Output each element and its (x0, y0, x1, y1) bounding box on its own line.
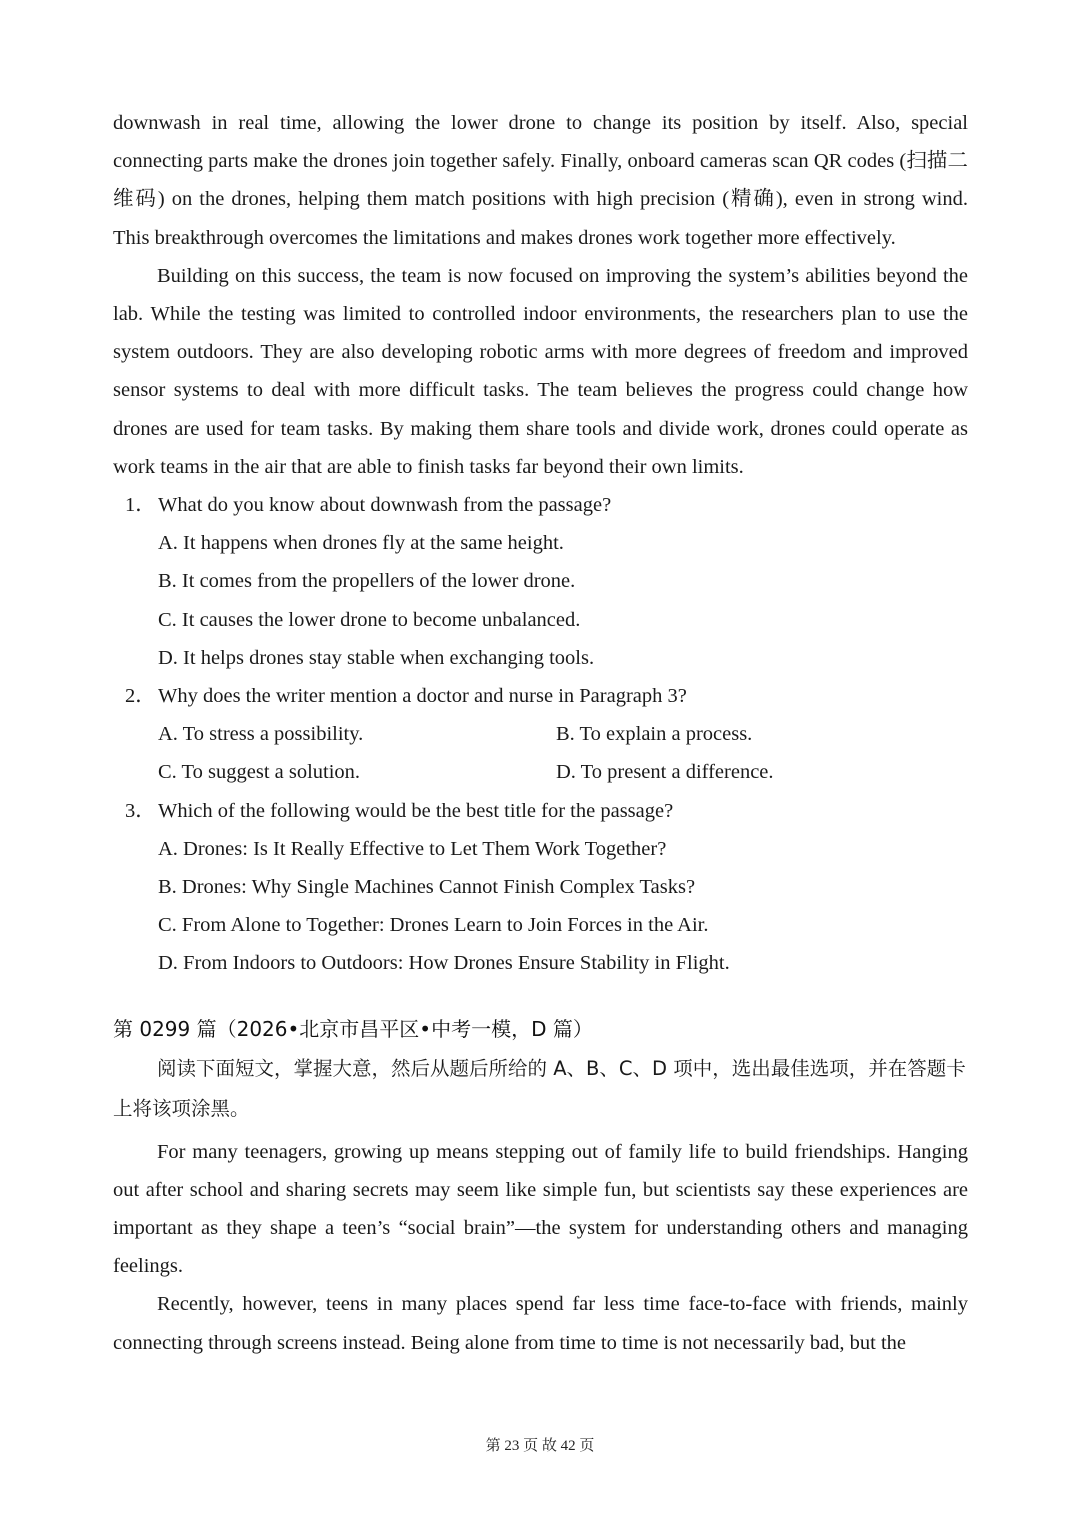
page-footer: 第 23 页 故 42 页 (485, 1438, 595, 1454)
option-b: B. It comes from the propellers of the lower drone. (158, 570, 576, 593)
option-a: A. Drones: Is It Really Effective to Let Them Work Together? (158, 837, 667, 860)
section-paragraph-1: For many teenagers, growing up means stepping out of family life to build friendships. Hanging out after school and sharing secrets may seem like simple fun, but scientists say these experiences are important as they shape a teen’s “social brain”—the system for understanding others and managing feelings. (113, 1140, 968, 1278)
option-c: C. It causes the lower drone to become unbalanced. (158, 608, 581, 631)
option-row (113, 715, 968, 753)
question-number: 2． (125, 685, 156, 708)
option-d: D. To present a difference. (556, 761, 774, 784)
question-number: 3． (125, 799, 156, 822)
option-a: A. To stress a possibility. (158, 723, 364, 746)
question-1 (113, 486, 968, 677)
option-row (113, 753, 968, 791)
question-stem (113, 792, 968, 830)
option-c: C. To suggest a solution. (158, 761, 361, 784)
option-d: D. From Indoors to Outdoors: How Drones Ensure Stability in Flight. (158, 952, 730, 975)
question-2 (113, 677, 968, 792)
passage-paragraph-2: Building on this success, the team is now focused on improving the system’s abilities beyond the lab. While the testing was limited to controlled indoor environments, the researchers plan to use the system outdoors. They are also developing robotic arms with more degrees of freedom and improved sensor systems to deal with more difficult tasks. The team believes the progress could change how drones are used for team tasks. By making them share tools and divide work, drones could operate as work teams in the air that are able to finish tasks far beyond their own limits. (113, 264, 968, 478)
option-b: B. To explain a process. (556, 723, 753, 746)
option-a: A. It happens when drones fly at the same height. (158, 532, 564, 555)
question-text: Why does the writer mention a doctor and nurse in Paragraph 3? (158, 685, 687, 708)
option-d: D. It helps drones stay stable when exchanging tools. (158, 646, 595, 669)
section-instruction: 阅读下面短文，掌握大意，然后从题后所给的 A、B、C、D 项中，选出最佳选项，并在答题卡上将该项涂黑。 (113, 1056, 966, 1120)
section-title: 第 0299 篇（2026•北京市昌平区•中考一模，D 篇） (113, 1016, 593, 1041)
option-b: B. Drones: Why Single Machines Cannot Finish Complex Tasks? (158, 876, 696, 899)
section-paragraph-2: Recently, however, teens in many places spend far less time face-to-face with friends, mainly connecting through screens instead. Being alone from time to time is not necessarily bad, but the (113, 1293, 968, 1354)
option-c: C. From Alone to Together: Drones Learn to Join Forces in the Air. (158, 914, 709, 937)
question-3 (113, 792, 968, 983)
question-stem (113, 677, 968, 715)
question-stem (113, 486, 968, 524)
passage-paragraph-1: downwash in real time, allowing the lower drone to change its position by itself. Also, special connecting parts make the drones join together safely. Finally, onboard cameras scan QR codes (扫描二维码) on the drones, helping them match positions with high precision (精确), even in strong wind. This breakthrough overcomes the limitations and makes drones work together more effectively. (113, 112, 968, 249)
question-number: 1． (125, 494, 156, 517)
question-text: What do you know about downwash from the passage? (158, 494, 612, 517)
document-page (113, 104, 968, 1362)
question-text: Which of the following would be the best title for the passage? (158, 799, 674, 822)
